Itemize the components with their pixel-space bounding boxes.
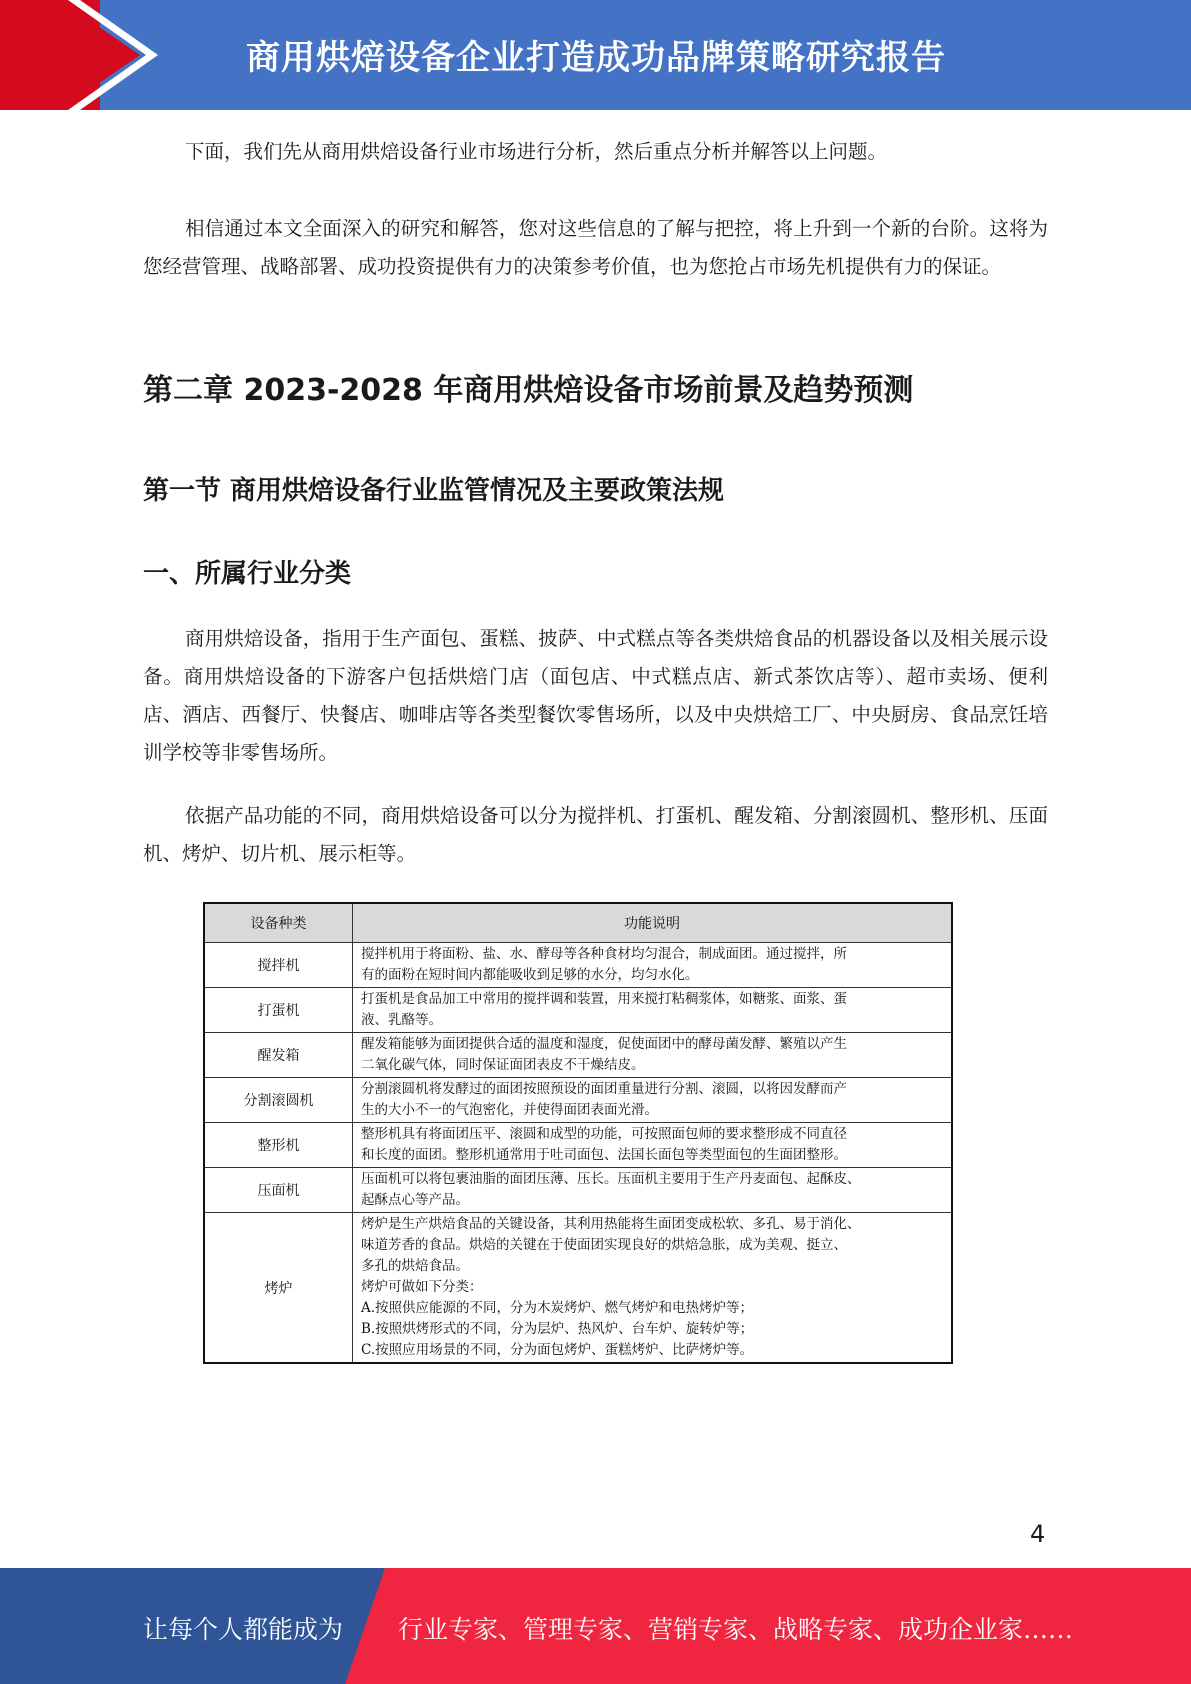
description-line: 和长度的面团。整形机通常用于吐司面包、法国长面包等类型面包的生面团整形。 xyxy=(361,1147,847,1163)
intro-paragraph-2: 相信通过本文全面深入的研究和解答，您对这些信息的了解与把控，将上升到一个新的台阶。这将为您经营管理、战略部署、成功投资提供有力的决策参考价值，也为您抢占市场先机提供有力的保证。 xyxy=(143,217,1048,278)
table-cell-category: 烤炉 xyxy=(204,1213,353,1364)
page-footer xyxy=(0,1568,1191,1684)
body-paragraph-1: 商用烘焙设备，指用于生产面包、蛋糕、披萨、中式糕点等各类烘焙食品的机器设备以及相关展示设备。商用烘焙设备的下游客户包括烘焙门店（面包店、中式糕点店、新式茶饮店等）、超市卖场、便利店、酒店、西餐厅、快餐店、咖啡店等各类型餐饮零售场所，以及中央烘焙工厂、中央厨房、食品烹饪培训学校等非零售场所。 xyxy=(143,627,1048,764)
subsection-title: 一、所属行业分类 xyxy=(143,559,352,589)
table-cell-category: 整形机 xyxy=(204,1123,353,1168)
table-cell-description xyxy=(353,1033,953,1078)
table-row xyxy=(204,1168,952,1213)
description-line: 起酥点心等产品。 xyxy=(361,1192,469,1208)
table-cell-description xyxy=(353,1168,953,1213)
table-cell-category: 分割滚圆机 xyxy=(204,1078,353,1123)
table-header-row xyxy=(204,903,952,943)
description-line: 多孔的烘焙食品。 xyxy=(361,1258,469,1274)
page-number: 4 xyxy=(1030,1520,1046,1548)
table-header-category: 设备种类 xyxy=(204,903,353,943)
table-cell-description xyxy=(353,1213,953,1364)
table-row xyxy=(204,988,952,1033)
table-cell-description xyxy=(353,1123,953,1168)
description-line: 生的大小不一的气泡密化，并使得面团表面光滑。 xyxy=(361,1102,658,1118)
table-row xyxy=(204,1033,952,1078)
table-row xyxy=(204,943,952,988)
description-line: 烤炉可做如下分类： xyxy=(361,1279,483,1295)
table-header-description: 功能说明 xyxy=(353,903,953,943)
description-line: 搅拌机用于将面粉、盐、水、酵母等各种食材均匀混合，制成面团。通过搅拌，所 xyxy=(361,946,847,962)
description-line: 整形机具有将面团压平、滚圆和成型的功能，可按照面包师的要求整形成不同直径 xyxy=(361,1126,847,1142)
section-title: 第一节 商用烘焙设备行业监管情况及主要政策法规 xyxy=(143,476,725,506)
footer-slogan-left: 让每个人都能成为 xyxy=(143,1615,344,1644)
description-line: 打蛋机是食品加工中常用的搅拌调和装置，用来搅打粘稠浆体，如糖浆、面浆、蛋 xyxy=(361,991,847,1007)
description-line: B.按照烘烤形式的不同，分为层炉、热风炉、台车炉、旋转炉等； xyxy=(361,1321,754,1337)
table-cell-description xyxy=(353,943,953,988)
page-header xyxy=(0,0,1191,110)
description-line: 醒发箱能够为面团提供合适的温度和湿度，促使面团中的酵母菌发酵、繁殖以产生 xyxy=(361,1036,847,1052)
description-line: C.按照应用场景的不同，分为面包烤炉、蛋糕烤炉、比萨烤炉等。 xyxy=(361,1342,754,1358)
table-row xyxy=(204,1078,952,1123)
header-chevron-decoration xyxy=(0,0,160,110)
table-cell-description xyxy=(353,1078,953,1123)
description-line: 二氧化碳气体，同时保证面团表皮不干燥结皮。 xyxy=(361,1057,645,1073)
table-row xyxy=(204,1123,952,1168)
description-line: 味道芳香的食品。烘焙的关键在于使面团实现良好的烘焙急胀，成为美观、挺立、 xyxy=(361,1237,847,1253)
chapter-title: 第二章 2023-2028 年商用烘焙设备市场前景及趋势预测 xyxy=(143,373,914,408)
description-line: A.按照供应能源的不同，分为木炭烤炉、燃气烤炉和电热烤炉等； xyxy=(361,1300,754,1316)
table-cell-category: 打蛋机 xyxy=(204,988,353,1033)
table-row xyxy=(204,1213,952,1364)
body-paragraph-2: 依据产品功能的不同，商用烘焙设备可以分为搅拌机、打蛋机、醒发箱、分割滚圆机、整形机、压面机、烤炉、切片机、展示柜等。 xyxy=(143,804,1048,865)
table-body xyxy=(204,943,952,1364)
table-cell-category: 压面机 xyxy=(204,1168,353,1213)
description-line: 烤炉是生产烘焙食品的关键设备，其利用热能将生面团变成松软、多孔、易于消化、 xyxy=(361,1216,861,1232)
table-cell-category: 搅拌机 xyxy=(204,943,353,988)
description-line: 分割滚圆机将发酵过的面团按照预设的面团重量进行分割、滚圆，以将因发酵而产 xyxy=(361,1081,847,1097)
description-line: 压面机可以将包裹油脂的面团压薄、压长。压面机主要用于生产丹麦面包、起酥皮、 xyxy=(361,1171,861,1187)
equipment-table xyxy=(203,902,953,1364)
description-line: 液、乳酪等。 xyxy=(361,1012,442,1028)
report-title: 商用烘焙设备企业打造成功品牌策略研究报告 xyxy=(246,38,946,78)
intro-paragraph-1: 下面，我们先从商用烘焙设备行业市场进行分析，然后重点分析并解答以上问题。 xyxy=(185,140,888,163)
footer-slogan-right: 行业专家、管理专家、营销专家、战略专家、成功企业家…… xyxy=(398,1615,1074,1644)
description-line: 有的面粉在短时间内都能吸收到足够的水分，均匀水化。 xyxy=(361,967,699,983)
table-cell-category: 醒发箱 xyxy=(204,1033,353,1078)
table-cell-description xyxy=(353,988,953,1033)
